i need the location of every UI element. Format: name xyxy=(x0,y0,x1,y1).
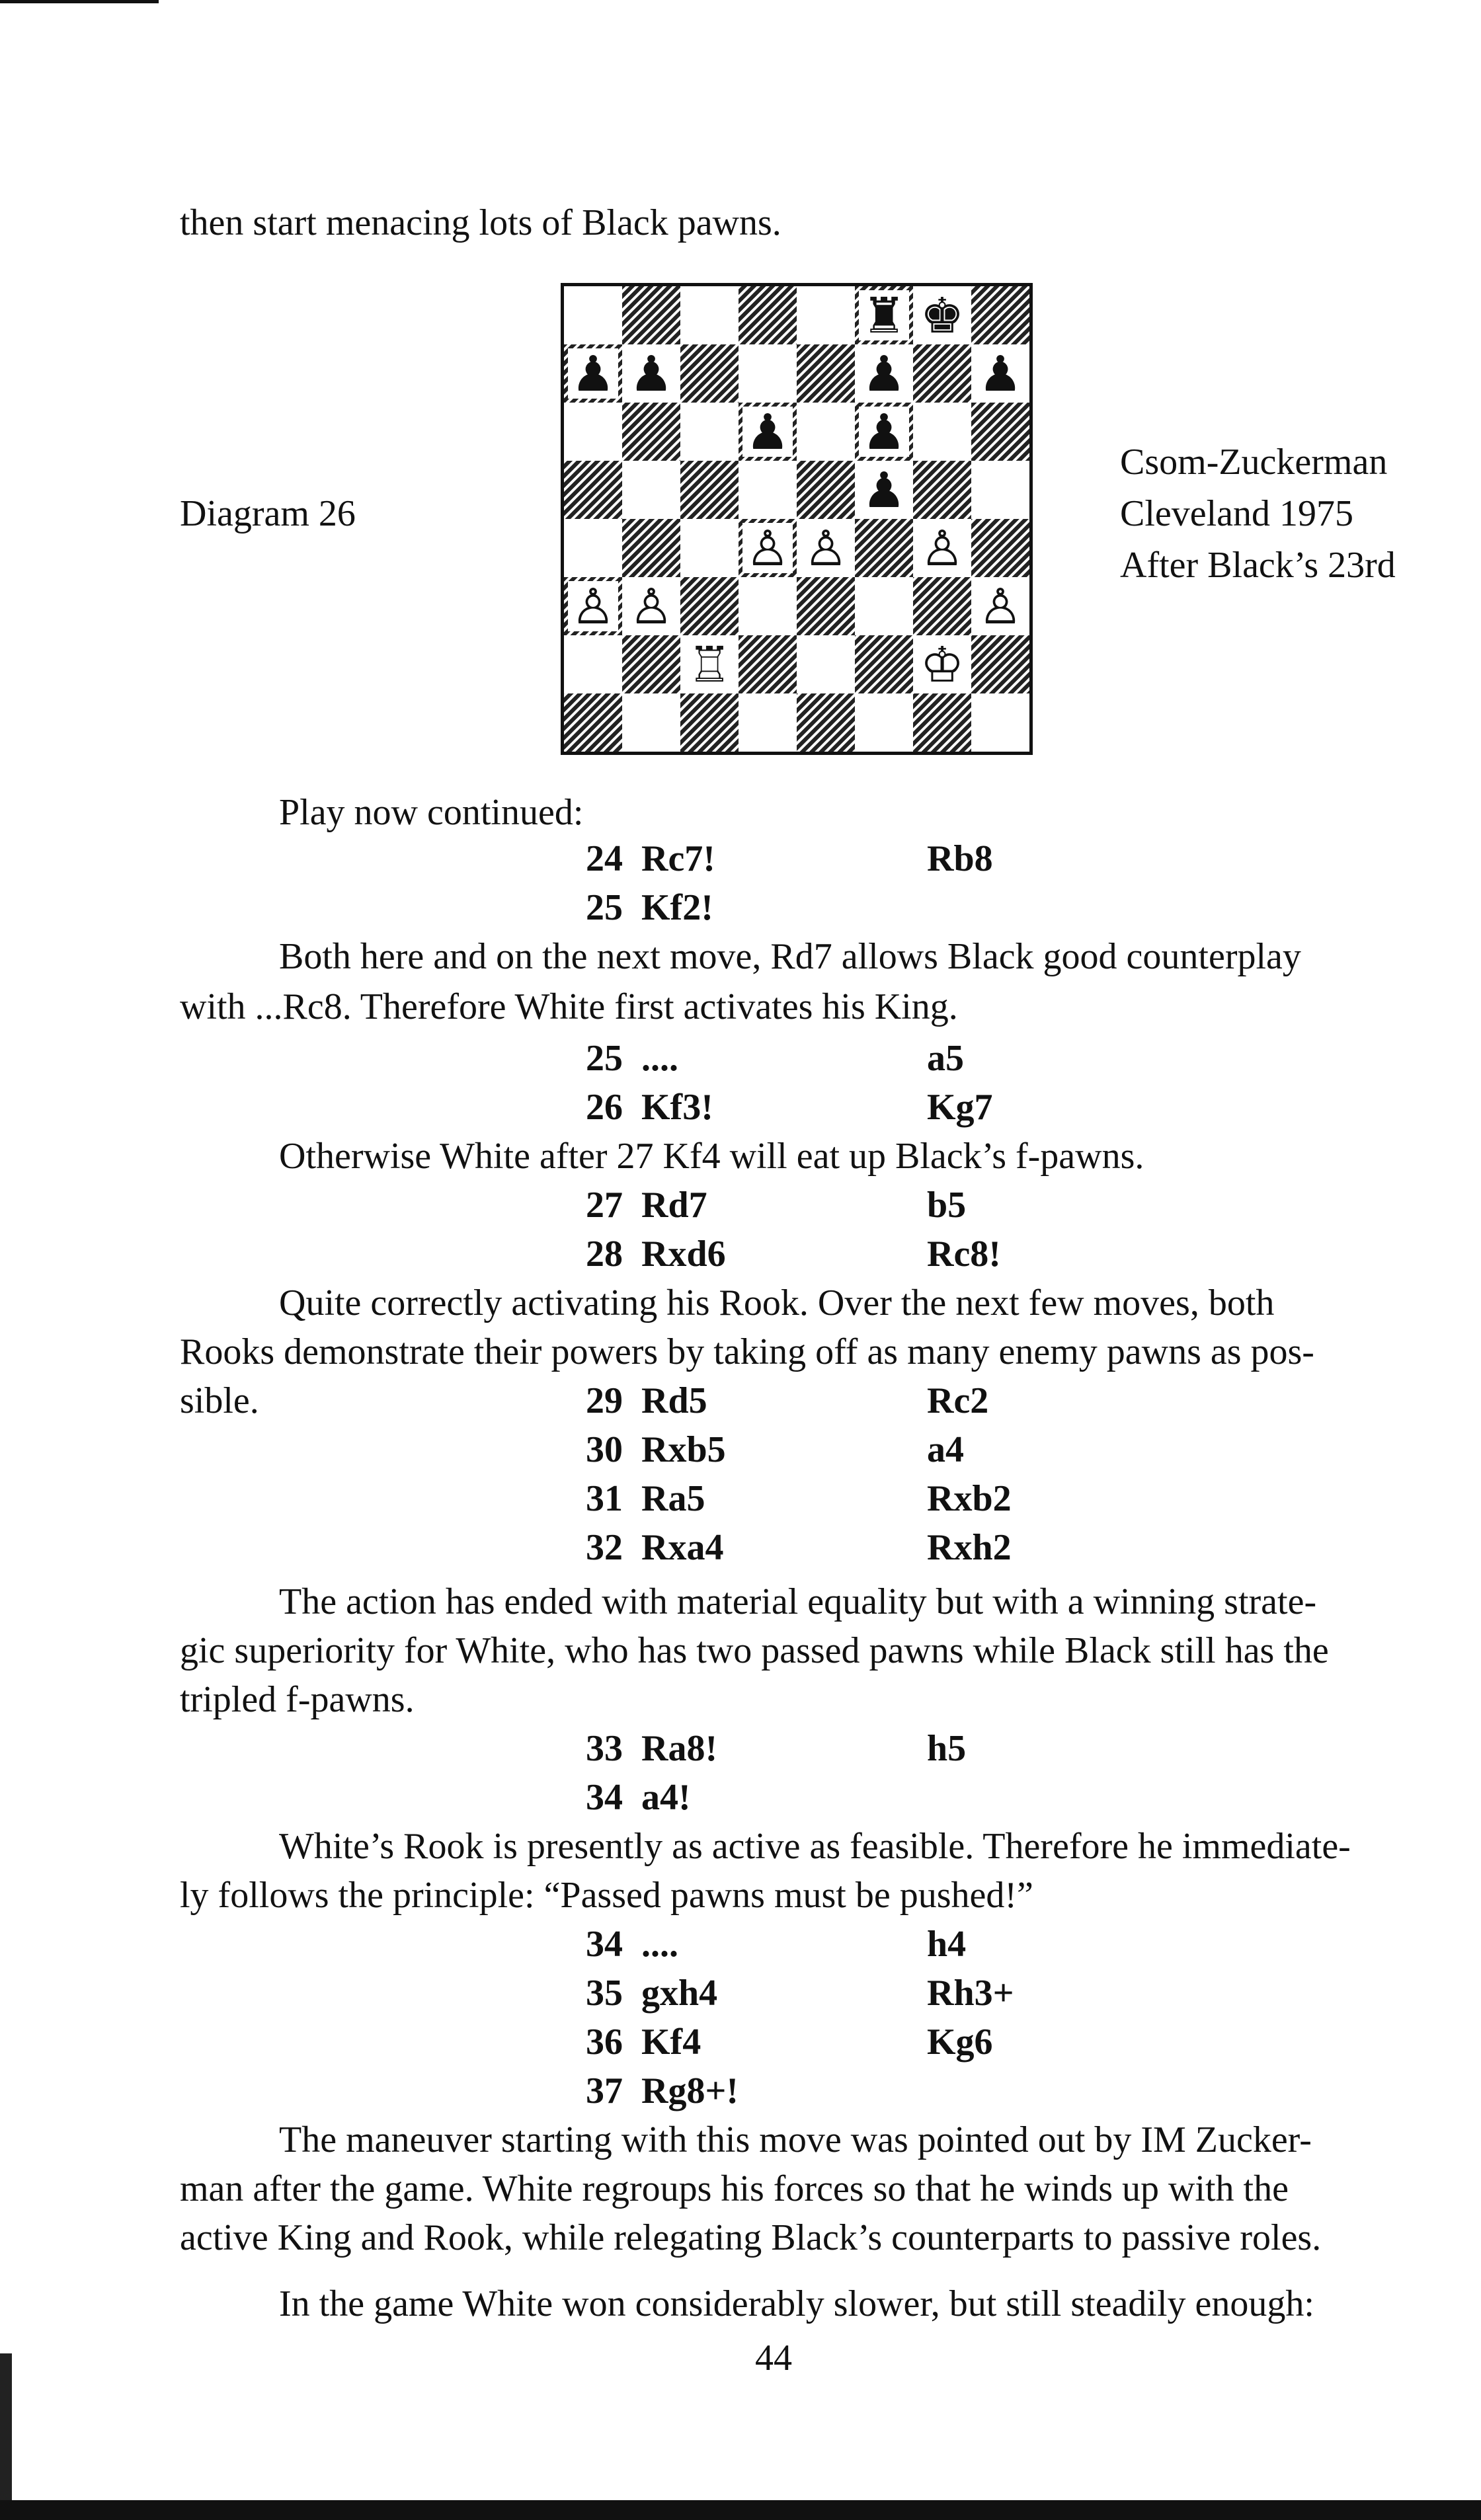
move-number: 31 xyxy=(586,1478,623,1519)
dark-square xyxy=(680,461,739,519)
dark-square xyxy=(680,577,739,635)
move-number: 36 xyxy=(586,2022,623,2063)
paragraph-conclusion: In the game White won considerably slower, but still steadily enough: xyxy=(279,2283,1314,2324)
black-move: h5 xyxy=(927,1728,967,1769)
paragraph-maneuver-3: active King and Rook, while relegating Black’s counterparts to passive roles. xyxy=(180,2217,1322,2258)
light-square xyxy=(739,461,797,519)
white-pawn-icon: ♙ xyxy=(803,520,848,577)
white-move: Rxb5 xyxy=(641,1429,726,1470)
white-move: Ra5 xyxy=(641,1478,705,1519)
move-number: 32 xyxy=(586,1527,623,1568)
black-move: Kg6 xyxy=(927,2022,993,2063)
light-square xyxy=(622,693,680,752)
move-number: 24 xyxy=(586,838,623,879)
paragraph-maneuver-2: man after the game. White regroups his forces so that he winds up with the xyxy=(180,2168,1289,2209)
black-pawn-icon: ♟ xyxy=(978,346,1023,403)
scan-bottom-edge xyxy=(0,2500,1481,2520)
white-move: Rc7! xyxy=(641,838,715,879)
black-move: h4 xyxy=(927,1924,967,1965)
move-number: 25 xyxy=(586,887,623,928)
black-move: b5 xyxy=(927,1185,967,1226)
white-move: a4! xyxy=(641,1777,691,1818)
light-square xyxy=(680,519,739,577)
dark-square xyxy=(622,403,680,461)
white-move: Rd5 xyxy=(641,1380,707,1421)
paragraph-maneuver: The maneuver starting with this move was pointed out by IM Zucker- xyxy=(279,2119,1312,2160)
paragraph-f-pawns: Otherwise White after 27 Kf4 will eat up Black’s f-pawns. xyxy=(279,1136,1144,1177)
dark-square xyxy=(797,344,855,403)
white-pawn-icon: ♙ xyxy=(745,520,790,577)
white-move: Rxd6 xyxy=(641,1234,726,1275)
light-square xyxy=(564,635,622,693)
light-square xyxy=(971,461,1029,519)
black-pawn-icon: ♟ xyxy=(861,346,906,403)
light-square xyxy=(797,286,855,344)
dark-square xyxy=(971,519,1029,577)
white-rook-icon: ♖ xyxy=(687,637,732,693)
dark-square xyxy=(913,344,971,403)
white-move: .... xyxy=(641,1038,678,1079)
paragraph-material-equality: The action has ended with material equality but with a winning strate- xyxy=(279,1581,1317,1622)
paragraph-passed-pawns-2: ly follows the principle: “Passed pawns must be pushed!” xyxy=(180,1875,1033,1916)
scan-edge xyxy=(0,2353,12,2505)
move-number: 25 xyxy=(586,1038,623,1079)
dark-square xyxy=(797,461,855,519)
chess-diagram xyxy=(561,283,1033,755)
black-pawn-icon: ♟ xyxy=(861,404,906,461)
dark-square xyxy=(913,461,971,519)
move-number: 33 xyxy=(586,1728,623,1769)
caption-position: After Black’s 23rd xyxy=(1120,545,1396,586)
dark-square xyxy=(680,344,739,403)
white-pawn-icon: ♙ xyxy=(978,578,1023,635)
black-move: Rh3+ xyxy=(927,1973,1014,2014)
light-square xyxy=(622,461,680,519)
dark-square xyxy=(622,519,680,577)
black-move: Rb8 xyxy=(927,838,993,879)
page-number: 44 xyxy=(755,2338,792,2379)
paragraph-passed-pawns: White’s Rook is presently as active as feasible. Therefore he immediate- xyxy=(279,1826,1351,1867)
dark-square xyxy=(913,693,971,752)
dark-square xyxy=(797,577,855,635)
dark-square xyxy=(797,693,855,752)
black-move: Rc2 xyxy=(927,1380,989,1421)
paragraph-play-continued: Play now continued: xyxy=(279,792,584,833)
paragraph-material-equality-3: tripled f-pawns. xyxy=(180,1679,415,1720)
black-move: Kg7 xyxy=(927,1087,993,1128)
paragraph-rook-activation-3: sible. xyxy=(180,1380,259,1421)
black-pawn-icon: ♟ xyxy=(745,404,790,461)
dark-square xyxy=(680,693,739,752)
black-move: a5 xyxy=(927,1038,964,1079)
light-square xyxy=(564,519,622,577)
black-pawn-icon: ♟ xyxy=(861,462,906,519)
paragraph-counterplay-2: with ...Rc8. Therefore White first activates his King. xyxy=(180,986,958,1027)
light-square xyxy=(913,403,971,461)
light-square xyxy=(855,693,913,752)
dark-square xyxy=(622,286,680,344)
paragraph-material-equality-2: gic superiority for White, who has two passed pawns while Black still has the xyxy=(180,1630,1329,1671)
dark-square xyxy=(622,635,680,693)
light-square xyxy=(971,693,1029,752)
move-number: 34 xyxy=(586,1924,623,1965)
white-move: Ra8! xyxy=(641,1728,718,1769)
dark-square xyxy=(739,635,797,693)
dark-square xyxy=(564,693,622,752)
light-square xyxy=(739,577,797,635)
dark-square xyxy=(564,461,622,519)
move-number: 28 xyxy=(586,1234,623,1275)
dark-square xyxy=(855,635,913,693)
move-number: 29 xyxy=(586,1380,623,1421)
dark-square xyxy=(971,286,1029,344)
move-number: 26 xyxy=(586,1087,623,1128)
dark-square xyxy=(971,635,1029,693)
white-move: .... xyxy=(641,1924,678,1965)
black-pawn-icon: ♟ xyxy=(629,346,674,403)
black-move: Rc8! xyxy=(927,1234,1001,1275)
caption-event: Cleveland 1975 xyxy=(1120,493,1354,534)
white-move: Rg8+! xyxy=(641,2070,739,2111)
white-pawn-icon: ♙ xyxy=(571,578,616,635)
dark-square xyxy=(971,403,1029,461)
light-square xyxy=(680,286,739,344)
black-pawn-icon: ♟ xyxy=(571,346,616,403)
caption-players: Csom-Zuckerman xyxy=(1120,442,1388,483)
dark-square xyxy=(739,286,797,344)
light-square xyxy=(855,577,913,635)
light-square xyxy=(797,635,855,693)
paragraph-rook-activation-2: Rooks demonstrate their powers by taking off as many enemy pawns as pos- xyxy=(180,1331,1314,1372)
black-king-icon: ♚ xyxy=(920,288,965,344)
diagram-label: Diagram 26 xyxy=(180,493,356,534)
dark-square xyxy=(855,519,913,577)
white-move: Rd7 xyxy=(641,1185,707,1226)
move-number: 35 xyxy=(586,1973,623,2014)
dark-square xyxy=(913,577,971,635)
move-number: 27 xyxy=(586,1185,623,1226)
black-move: a4 xyxy=(927,1429,964,1470)
paragraph-rook-activation: Quite correctly activating his Rook. Over the next few moves, both xyxy=(279,1282,1275,1323)
white-king-icon: ♔ xyxy=(920,637,965,693)
diagram-caption xyxy=(1120,436,1396,591)
white-move: Kf3! xyxy=(641,1087,713,1128)
black-move: Rxb2 xyxy=(927,1478,1012,1519)
white-pawn-icon: ♙ xyxy=(920,520,965,577)
white-move: Rxa4 xyxy=(641,1527,724,1568)
intro-line: then start menacing lots of Black pawns. xyxy=(180,202,781,243)
light-square xyxy=(680,403,739,461)
top-rule xyxy=(0,0,159,3)
paragraph-counterplay: Both here and on the next move, Rd7 allows Black good counterplay xyxy=(279,936,1301,977)
light-square xyxy=(564,286,622,344)
light-square xyxy=(564,403,622,461)
light-square xyxy=(797,403,855,461)
black-move: Rxh2 xyxy=(927,1527,1012,1568)
move-number: 30 xyxy=(586,1429,623,1470)
white-move: Kf4 xyxy=(641,2022,701,2063)
light-square xyxy=(739,693,797,752)
move-number: 37 xyxy=(586,2070,623,2111)
black-rook-icon: ♜ xyxy=(861,288,906,344)
move-number: 34 xyxy=(586,1777,623,1818)
light-square xyxy=(739,344,797,403)
white-move: Kf2! xyxy=(641,887,713,928)
white-pawn-icon: ♙ xyxy=(629,578,674,635)
white-move: gxh4 xyxy=(641,1973,718,2014)
